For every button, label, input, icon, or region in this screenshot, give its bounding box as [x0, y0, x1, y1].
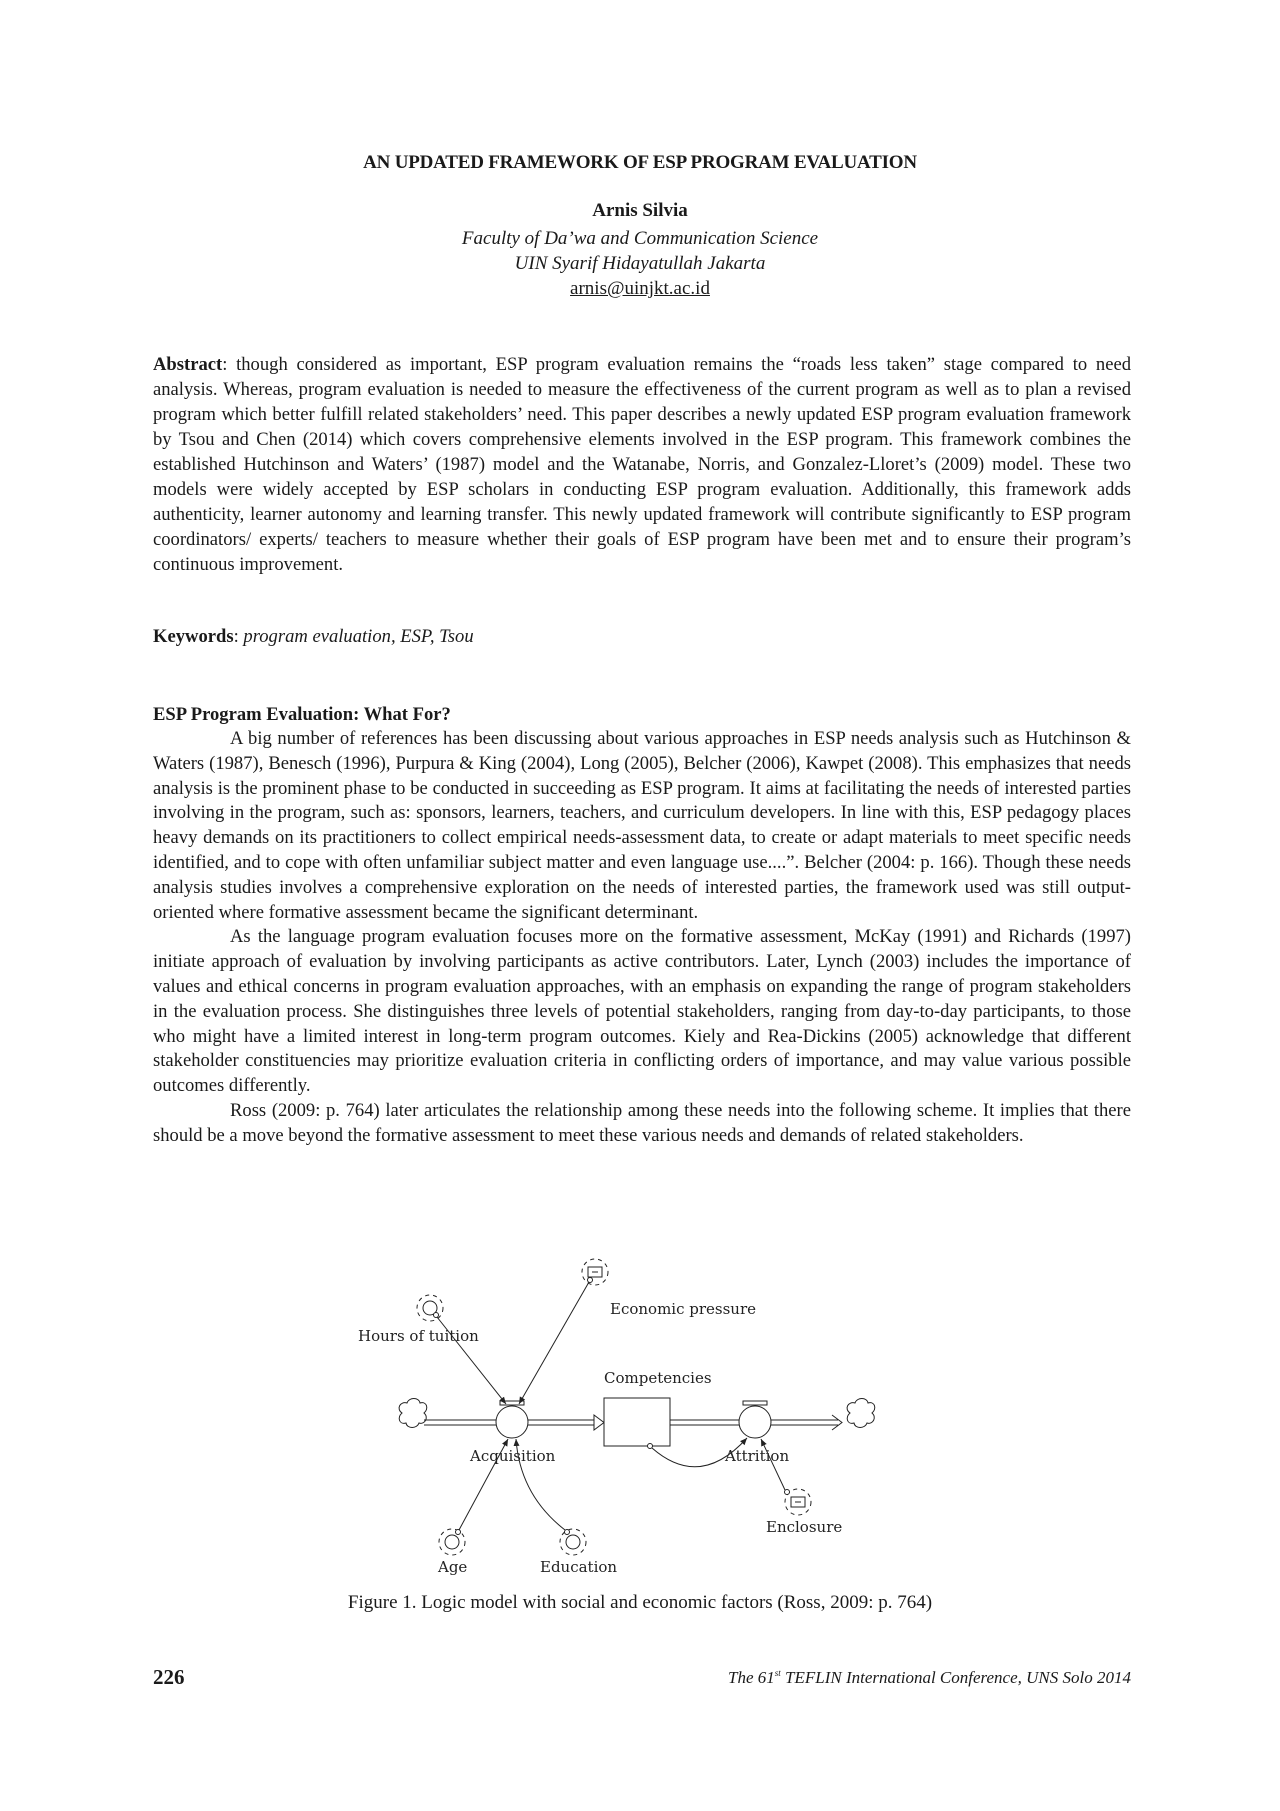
affiliation-faculty: Faculty of Da’wa and Communication Science	[461, 228, 819, 249]
conference-footer: The 61st TEFLIN International Conference, UNS Solo 2014	[728, 1668, 1131, 1687]
keywords: Keywords: program evaluation, ESP, Tsou	[153, 626, 474, 647]
figure-caption: Figure 1. Logic model with social and economic factors (Ross, 2009: p. 764)	[347, 1592, 933, 1613]
label-acquisition: Acquisition	[470, 1447, 556, 1465]
section-heading: ESP Program Evaluation: What For?	[153, 704, 451, 725]
author-name: Arnis Silvia	[592, 200, 688, 221]
keywords-text: program evaluation, ESP, Tsou	[243, 626, 474, 647]
affiliation-university: UIN Syarif Hidayatullah Jakarta	[514, 253, 766, 274]
label-age: Age	[438, 1558, 468, 1576]
abstract-text: : though considered as important, ESP program evaluation remains the “roads less taken” stage compared to need analysis. Whereas, program evaluation is needed to measure the effectiveness of the current program as well as to plan a revised program which better fulfill related stakeholders’ need. This paper describes a newly updated ESP program evaluation framework by Tsou and Chen (2014) which covers comprehensive elements involved in the ESP program. This framework combines the established Hutchinson and Waters’ (1987) model and the Watanabe, Norris, and Gonzalez-Lloret’s (2009) model. These two models were widely accepted by ESP scholars in conducting ESP program evaluation. Additionally, this framework adds authenticity, learner autonomy and learning transfer. This newly updated framework will contribute significantly to ESP program coordinators/ experts/ teachers to measure whether their goals of ESP program have been met and to ensure their program’s continuous improvement.	[153, 354, 1131, 575]
logic-model-figure	[358, 1255, 920, 1585]
label-competencies: Competencies	[604, 1369, 712, 1387]
section-body	[153, 727, 1131, 1149]
paper-title: AN UPDATED FRAMEWORK OF ESP PROGRAM EVALUATION	[363, 152, 917, 173]
paragraph: As the language program evaluation focuses more on the formative assessment, McKay (1991) and Richards (1997) initiate approach of evaluation by involving participants as active contributors. Later, Lynch (2003) includes the importance of values and ethical concerns in program evaluation approaches, with an emphasis on expanding the range of program stakeholders in the evaluation process. She distinguishes three levels of potential stakeholders, ranging from day-to-day participants, to those who might have a limited interest in long-term program outcomes. Kiely and Rea-Dickins (2005) acknowledge that different stakeholder constituencies may prioritize evaluation criteria in conflicting orders of importance, and may value various possible outcomes differently.	[153, 926, 1131, 1097]
paragraph: Ross (2009: p. 764) later articulates the relationship among these needs into the following scheme. It implies that there should be a move beyond the formative assessment to meet these various needs and demands of related stakeholders.	[153, 1099, 1131, 1146]
page-number: 226	[153, 1665, 185, 1689]
author-email-link[interactable]: arnis@uinjkt.ac.id	[570, 278, 710, 299]
paragraph: A big number of references has been discussing about various approaches in ESP needs analysis such as Hutchinson & Waters (1987), Benesch (1996), Purpura & King (2004), Long (2005), Belcher (2006), Kawpet (2008). This emphasizes that needs analysis is the prominent phase to be conducted in succeeding as ESP program. It aims at facilitating the needs of interested parties involving in the program, such as: sponsors, learners, teachers, and curriculum developers. In line with this, ESP pedagogy places heavy demands on its practitioners to collect empirical needs-assessment data, to create or adapt materials to meet specific needs identified, and to cope with often unfamiliar subject matter and even language use....”. Belcher (2004: p. 166). Though these needs analysis studies involves a comprehensive exploration on the needs of interested parties, the framework used was still output-oriented where formative assessment became the significant determinant.	[153, 728, 1131, 923]
label-enclosure: Enclosure	[766, 1518, 843, 1536]
keywords-label: Keywords	[153, 626, 234, 647]
abstract	[153, 352, 1131, 577]
label-economic-pressure: Economic pressure	[610, 1300, 757, 1318]
abstract-label: Abstract	[153, 354, 223, 375]
author-affiliation	[0, 226, 1280, 301]
sink-cloud-icon	[847, 1399, 875, 1428]
label-education: Education	[540, 1558, 618, 1576]
label-attrition: Attrition	[725, 1447, 790, 1465]
label-hours-of-tuition: Hours of tuition	[358, 1327, 479, 1345]
source-cloud-icon	[399, 1399, 427, 1428]
